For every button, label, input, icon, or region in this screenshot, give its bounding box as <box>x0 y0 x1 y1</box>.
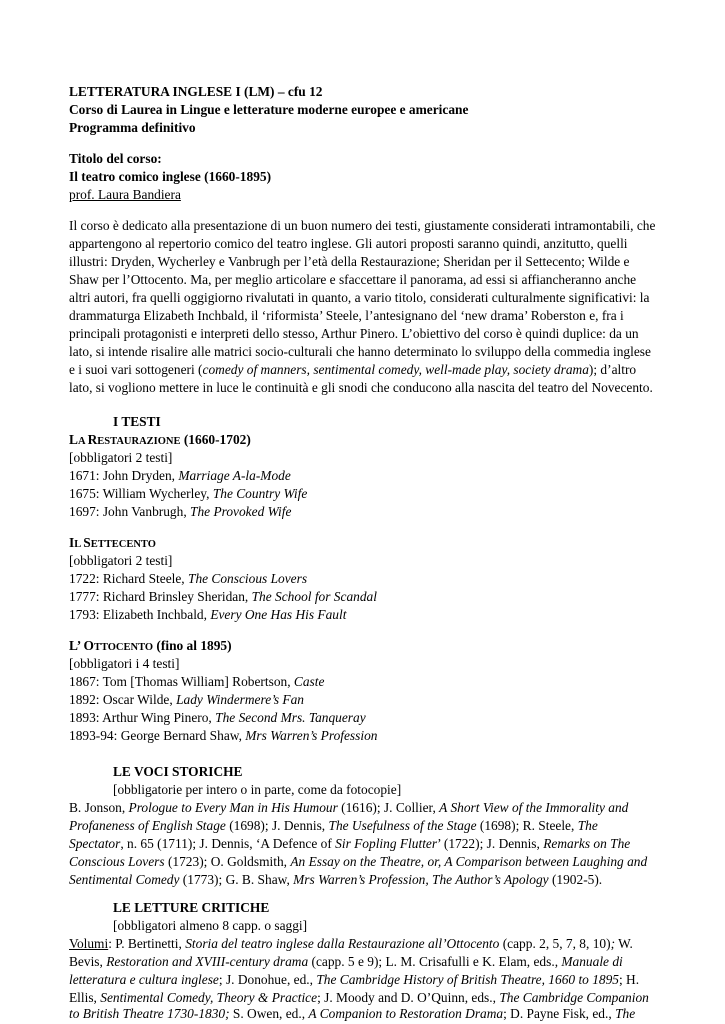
subsection-heading-ottocento: L’ OTTOCENTO (fino al 1895) <box>69 638 232 653</box>
intro-line: appartengono al repertorio comico del teatro inglese. Gli autori proposti saranno quindi, anzitutto, quelli <box>69 236 628 251</box>
section-heading-voci: LE VOCI STORICHE <box>113 764 243 779</box>
intro-line: lato, si vogliono mettere in luce le continuità e gli snodi che conducono alla nascita del teatro del Novecento. <box>69 380 653 395</box>
bibliography-line: to British Theatre 1730-1830; S. Owen, ed., A Companion to Restoration Drama; D. Payne Fisk, ed., The <box>69 1006 636 1021</box>
intro-line: principali protagonisti e interpreti dello stesso, Arthur Pinero. L’obiettivo del corso è quindi duplice: da un <box>69 326 639 341</box>
section-heading-testi: I TESTI <box>113 414 161 429</box>
bibliography-line: Bevis, Restoration and XVIII-century drama (capp. 5 e 9); L. M. Crisafulli e K. Elam, eds., Manuale di <box>69 954 623 969</box>
intro-line: drammaturga Elizabeth Inchbald, il ‘riformista’ Steele, l’antesignano del ‘new drama’ Roberston e, fra i <box>69 308 624 323</box>
bibliography-line: Profaneness of English Stage (1698); J. Dennis, The Usefulness of the Stage (1698); R. Steele, The <box>69 818 598 833</box>
intro-line: illustri: Dryden, Wycherley e Vanbrugh per l’età della Restaurazione; Sheridan per il Settecento; Wilde e <box>69 254 630 269</box>
requirement-note: [obbligatori almeno 8 capp. o saggi] <box>113 918 308 933</box>
subsection-heading-restaurazione: LA RESTAURAZIONE (1660-1702) <box>69 432 251 447</box>
requirement-note: [obbligatori 2 testi] <box>69 450 173 465</box>
intro-line: lato, si intende risalire alle matrici socio-culturali che hanno determinato lo sviluppo della commedia inglese <box>69 344 651 359</box>
degree-heading: Corso di Laurea in Lingue e letterature moderne europee e americane <box>69 102 469 117</box>
course-title: Il teatro comico inglese (1660-1895) <box>69 169 272 184</box>
requirement-note: [obbligatori 2 testi] <box>69 553 173 568</box>
text-item: 1893-94: George Bernard Shaw, Mrs Warren’s Profession <box>69 728 378 743</box>
text-item: 1892: Oscar Wilde, Lady Windermere’s Fan <box>69 692 305 707</box>
professor-name: prof. Laura Bandiera <box>69 187 181 202</box>
bibliography-line: Sentimental Comedy (1773); G. B. Shaw, Mrs Warren’s Profession, The Author’s Apology (1902-5). <box>69 872 603 887</box>
text-item: 1675: William Wycherley, The Country Wife <box>69 486 308 501</box>
bibliography-line: B. Jonson, Prologue to Every Man in His Humour (1616); J. Collier, A Short View of the Immorality and <box>69 800 629 815</box>
text-item: 1697: John Vanbrugh, The Provoked Wife <box>69 504 292 519</box>
bibliography-line: Ellis, Sentimental Comedy, Theory & Practice; J. Moody and D. O’Quinn, eds., The Cambridge Companion <box>69 990 649 1005</box>
bibliography-line: Conscious Lovers (1723); O. Goldsmith, An Essay on the Theatre, or, A Comparison between Laughing and <box>69 854 648 869</box>
section-heading-letture: LE LETTURE CRITICHE <box>113 900 270 915</box>
intro-line: Shaw per l’Ottocento. Ma, per meglio articolare e sfaccettare il panorama, ad essi si affiancheranno anche <box>69 272 637 287</box>
subsection-heading-settecento: IL SETTECENTO <box>69 535 156 550</box>
requirement-note: [obbligatorie per intero o in parte, come da fotocopie] <box>113 782 402 797</box>
text-item: 1893: Arthur Wing Pinero, The Second Mrs. Tanqueray <box>69 710 366 725</box>
text-item: 1722: Richard Steele, The Conscious Lovers <box>69 571 308 586</box>
text-item: 1867: Tom [Thomas William] Robertson, Caste <box>69 674 325 689</box>
text-item: 1671: John Dryden, Marriage A-la-Mode <box>69 468 291 483</box>
course-code-heading: LETTERATURA INGLESE I (LM) – cfu 12 <box>69 84 323 99</box>
program-status-heading: Programma definitivo <box>69 120 196 135</box>
text-item: 1777: Richard Brinsley Sheridan, The School for Scandal <box>69 589 377 604</box>
bibliography-line: letteratura e cultura inglese; J. Donohue, ed., The Cambridge History of British Theatre, 1660 to 1895; H. <box>69 972 640 987</box>
requirement-note: [obbligatori i 4 testi] <box>69 656 180 671</box>
intro-line: e i suoi vari sottogeneri (comedy of manners, sentimental comedy, well-made play, society drama); d’altro <box>69 362 637 377</box>
text-item: 1793: Elizabeth Inchbald, Every One Has His Fault <box>69 607 347 622</box>
intro-line: Il corso è dedicato alla presentazione di un buon numero dei testi, giustamente considerati intramontabili, che <box>69 218 656 233</box>
course-title-label: Titolo del corso: <box>69 151 162 166</box>
intro-line: altri autori, fra quelli oggigiorno rivalutati in quanto, a vario titolo, considerati culturalmente significativi: la <box>69 290 650 305</box>
bibliography-line: Volumi: P. Bertinetti, Storia del teatro inglese dalla Restaurazione all’Ottocento (capp. 2, 5, 7, 8, 10); W. <box>69 936 633 951</box>
bibliography-line: Spectator, n. 65 (1711); J. Dennis, ‘A Defence of Sir Fopling Flutter’ (1722); J. Dennis, Remarks on The <box>69 836 631 851</box>
